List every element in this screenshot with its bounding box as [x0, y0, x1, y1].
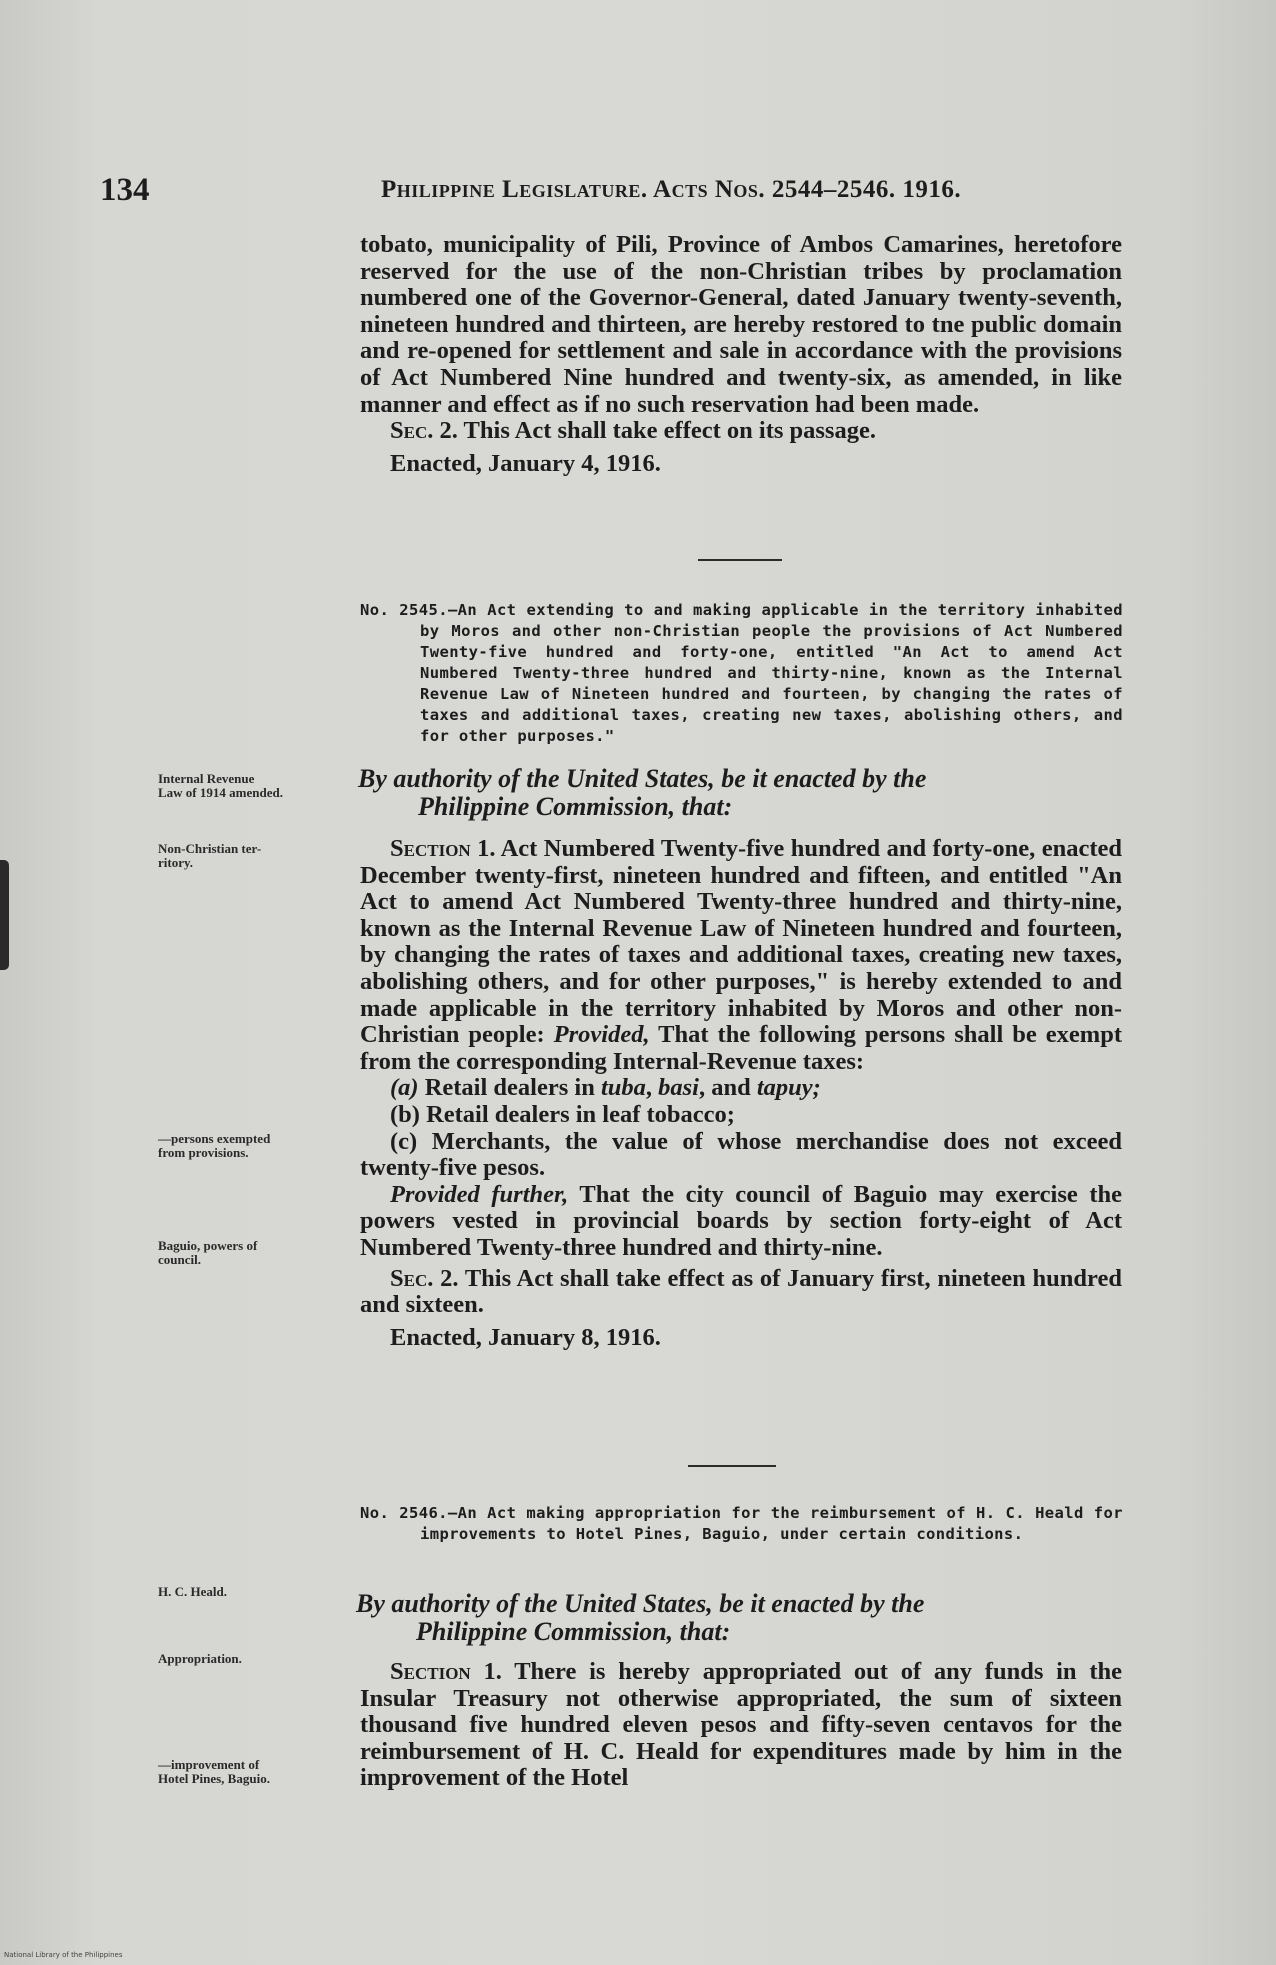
- act-2545-section-1: [360, 836, 1122, 1075]
- act-2545-title-text: No. 2545.—An Act extending to and making applicable in the territory inhabited by Moros and other non-Christian people the provisions of Act Numbered Twenty-five hundred and forty-one, entitled "An Act to amend Act Numbered Twenty-three hundred and thirty-nine, known as the Internal Revenue Law of Nineteen hundred and fourteen, by changing the rates of taxes and additional taxes, creating new taxes, abolishing others, and for other purposes.": [360, 601, 1123, 745]
- act-2544-paragraph: tobato, municipality of Pili, Province of Ambos Camarines, heretofore reserved for the use of the non-Christian tribes by proclamation numbered one of the Governor-General, dated January twenty-seventh, nineteen hundred and thirteen, are hereby restored to tne public domain and re-opened for settlement and sale in accordance with the provisions of Act Numbered Nine hundred and twenty-six, as amended, in like manner and effect as if no such reservation had been made.: [360, 231, 1122, 418]
- provided-further-keyword: Provided further,: [390, 1180, 569, 1208]
- margin-note-line: —persons exempted: [158, 1131, 271, 1146]
- scan-credit: National Library of the Philippines: [4, 1951, 123, 1959]
- item-text: Retail dealers in: [418, 1074, 601, 1102]
- enacting-line-1: By authority of the United States, be it enacted by the: [358, 764, 927, 793]
- act-2546-title-text: No. 2546.—An Act making appropriation for the reimbursement of H. C. Heald for improvements to Hotel Pines, Baguio, under certain conditions.: [360, 1504, 1123, 1543]
- exemption-item-a: [360, 1075, 1122, 1102]
- act-2546-title: [360, 1503, 1123, 1545]
- enacting-line-1: By authority of the United States, be it enacted by the: [356, 1589, 925, 1618]
- provided-further-paragraph: [360, 1182, 1122, 1262]
- section-text: There is hereby appropriated out of any funds in the Insular Treasury not otherwise appropriated, the sum of sixteen thousand five hundred eleven pesos and fifty-seven centavos for the reimbursement of H. C. Heald for expenditures made by him in the improvement of the Hotel: [360, 1658, 1123, 1792]
- section-label: Section 1.: [390, 835, 496, 862]
- margin-note-line: Internal Revenue: [158, 771, 255, 786]
- section-divider: [698, 559, 782, 561]
- act-2545-body: [360, 836, 1122, 1351]
- section-label: Sec. 2.: [390, 417, 458, 445]
- margin-note-line: Baguio, powers of: [158, 1238, 258, 1253]
- act-2544-enacted: Enacted, January 4, 1916.: [390, 449, 661, 477]
- act-2544-continuation: [360, 232, 1122, 477]
- margin-note-hc-heald: H. C. Heald.: [158, 1584, 227, 1599]
- binding-edge-mark: [0, 860, 9, 970]
- exemption-item-b: (b) Retail dealers in leaf tobacco;: [390, 1100, 735, 1128]
- margin-note-non-christian: [158, 842, 358, 870]
- item-term: basi: [658, 1074, 699, 1102]
- section-label: Section 1.: [390, 1658, 502, 1685]
- act-2546-body: [360, 1659, 1122, 1792]
- margin-note-line: ritory.: [158, 855, 194, 870]
- page-header: [0, 172, 1276, 212]
- section-divider: [688, 1465, 776, 1467]
- act-2546-enacting-clause: [356, 1590, 1126, 1646]
- margin-note-line: from provisions.: [158, 1145, 249, 1160]
- item-sep: , and: [698, 1074, 757, 1102]
- enacting-line-2: Philippine Commission, that:: [418, 792, 733, 821]
- margin-note-line: Hotel Pines, Baguio.: [158, 1771, 270, 1786]
- act-2545-section-2: [360, 1266, 1122, 1319]
- item-term: tapuy;: [756, 1074, 821, 1102]
- act-2545-enacting-clause: [358, 765, 1128, 821]
- item-label: (a): [390, 1074, 419, 1102]
- section-tail: That the following persons shall be exempt from the corresponding Internal-Revenue taxes:: [360, 1021, 1122, 1075]
- item-sep: ,: [645, 1074, 659, 1102]
- page-number: 134: [100, 172, 150, 208]
- act-2544-section-2: [360, 418, 1122, 445]
- margin-note-line: Non-Christian ter-: [158, 841, 262, 856]
- act-2546-section-1: [360, 1659, 1122, 1792]
- margin-note-internal-revenue: [158, 772, 358, 800]
- section-text: Act Numbered Twenty-five hundred and forty-one, enacted December twenty-first, nineteen hundred and fifteen, and entitled "An Act to amend Act Numbered Twenty-three hundred and thirty-nine, known as the Internal Revenue Law of Nineteen hundred and fourteen, by changing the rates of taxes and additional taxes, creating new taxes, abolishing others, and for other purposes," is hereby extended to and made applicable in the territory inhabited by Moros and other non-Christian people:: [360, 835, 1122, 1049]
- margin-note-line: Law of 1914 amended.: [158, 785, 283, 800]
- margin-note-line: council.: [158, 1252, 201, 1267]
- enacting-line-2: Philippine Commission, that:: [416, 1617, 731, 1646]
- act-2545-title: [360, 600, 1123, 747]
- provided-further-text: That the city council of Baguio may exercise the powers vested in provincial boards by section forty-eight of Act Numbered Twenty-three hundred and thirty-nine.: [360, 1180, 1122, 1261]
- provided-keyword: Provided,: [553, 1021, 650, 1049]
- section-label: Sec. 2.: [390, 1264, 459, 1292]
- section-text: This Act shall take effect on its passage.: [457, 417, 876, 445]
- margin-note-improvement: [158, 1758, 358, 1786]
- act-2545-enacted: Enacted, January 8, 1916.: [390, 1323, 661, 1351]
- margin-note-appropriation: Appropriation.: [158, 1651, 242, 1666]
- running-head: Philippine Legislature. Acts Nos. 2544–2546. 1916.: [381, 176, 962, 203]
- margin-note-baguio-council: [158, 1239, 358, 1267]
- section-text: This Act shall take effect as of January first, nineteen hundred and sixteen.: [360, 1264, 1122, 1319]
- item-term: tuba: [600, 1074, 646, 1102]
- margin-note-line: —improvement of: [158, 1757, 260, 1772]
- margin-note-persons-exempted: [158, 1132, 358, 1160]
- exemption-item-c: (c) Merchants, the value of whose merchandise does not exceed twenty-five pesos.: [360, 1127, 1122, 1182]
